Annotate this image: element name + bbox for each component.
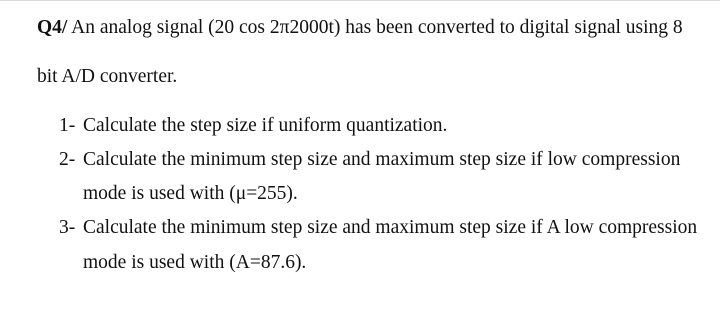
list-item-text: Calculate the step size if uniform quantization.	[83, 115, 448, 136]
list-item-2	[59, 147, 680, 173]
list-item-text: Calculate the minimum step size and maximum step size if low compression	[83, 149, 681, 170]
question-number: Q4/	[37, 17, 68, 38]
list-item-2-continuation: mode is used with (μ=255).	[83, 183, 298, 204]
list-item-number: 2-	[59, 149, 76, 170]
list-item-3-continuation: mode is used with (A=87.6).	[83, 252, 307, 273]
question-line-1	[37, 15, 683, 41]
question-text-line-2: bit A/D converter.	[37, 66, 178, 87]
list-item-text: Calculate the minimum step size and maximum step size if A low compression	[83, 217, 698, 238]
question-text-line-1: An analog signal (20 cos 2π2000t) has been converted to digital signal using 8	[67, 17, 683, 38]
list-item-1	[59, 113, 447, 139]
list-item-number: 3-	[59, 217, 76, 238]
list-item-number: 1-	[59, 115, 76, 136]
list-item-3	[59, 215, 697, 241]
top-divider	[0, 0, 720, 1]
